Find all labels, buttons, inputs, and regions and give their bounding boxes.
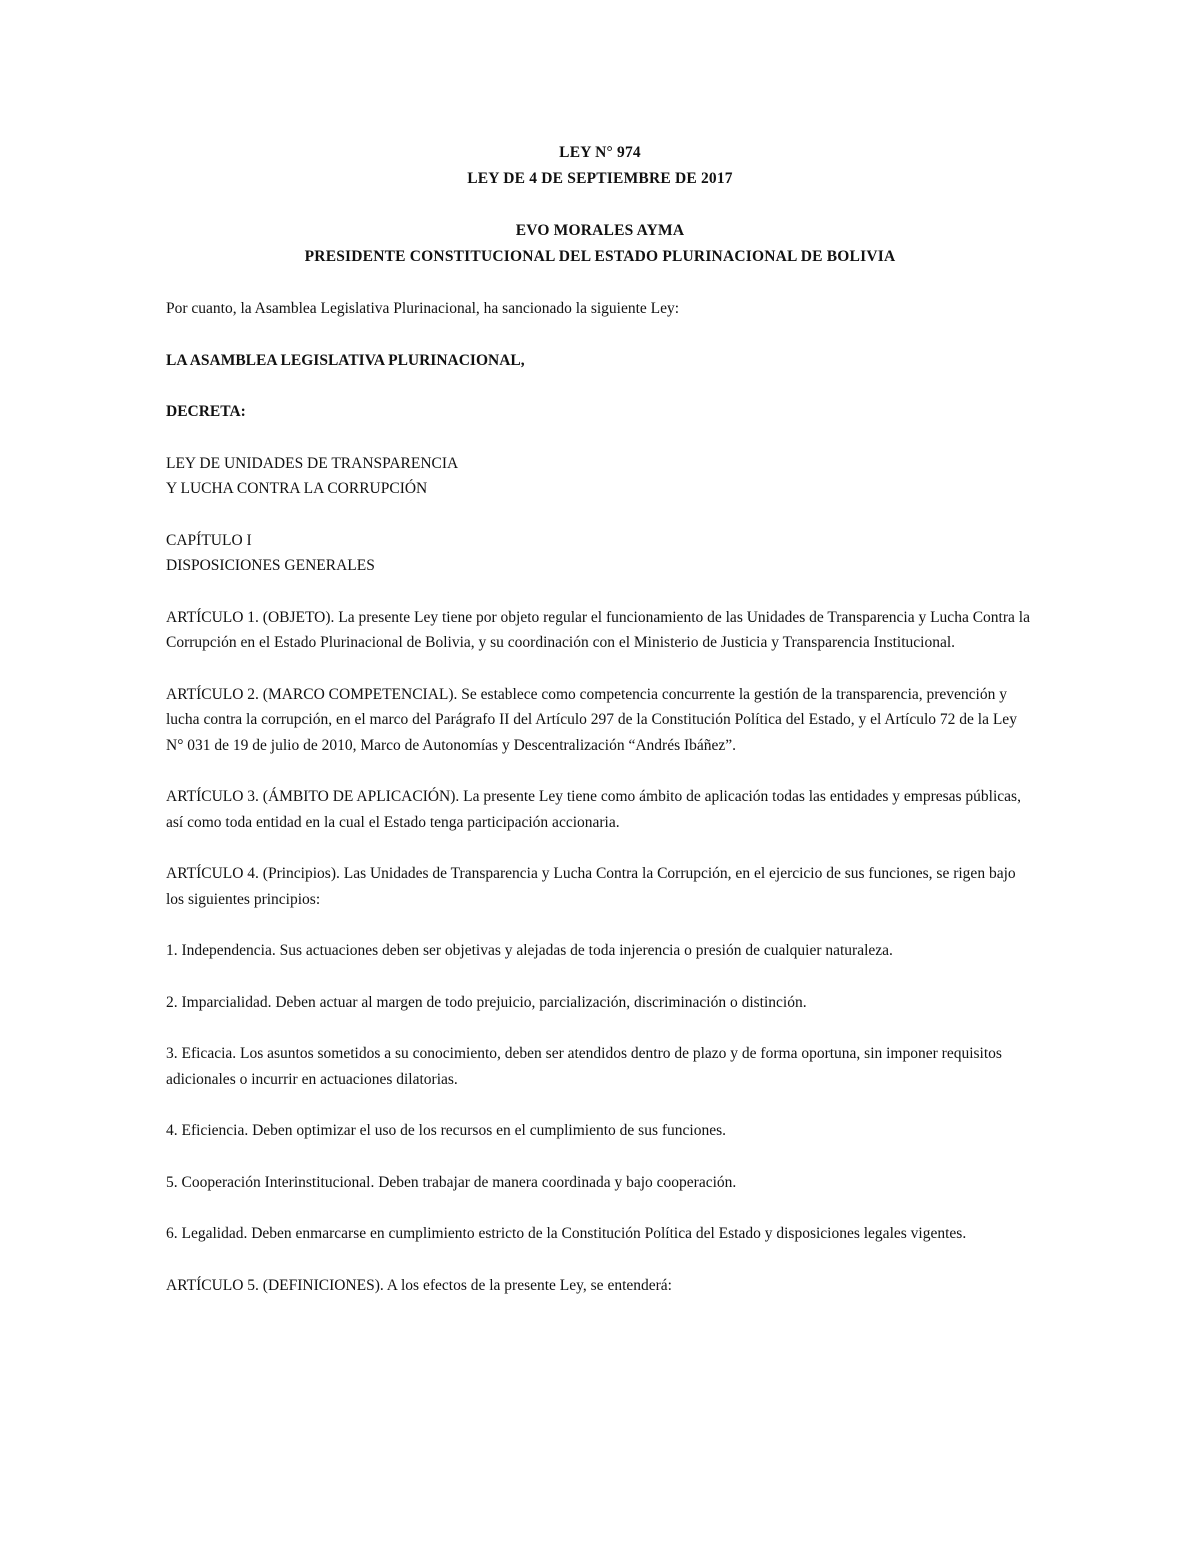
principle-2: 2. Imparcialidad. Deben actuar al margen de todo prejuicio, parcialización, discriminación o distinción. bbox=[166, 993, 807, 1011]
principle-5: 5. Cooperación Interinstitucional. Deben trabajar de manera coordinada y bajo cooperación. bbox=[166, 1173, 737, 1191]
principle-1: 1. Independencia. Sus actuaciones deben ser objetivas y alejadas de toda injerencia o presión de cualquier naturaleza. bbox=[166, 942, 893, 959]
law-number: LEY N° 974 bbox=[559, 144, 641, 161]
law-title-line-1: LEY DE UNIDADES DE TRANSPARENCIA bbox=[166, 454, 459, 472]
article-4: ARTÍCULO 4. (Principios). Las Unidades de Transparencia y Lucha Contra la Corrupción, en el ejercicio de sus funciones, se rigen bajo los siguientes principios: bbox=[166, 865, 1016, 908]
article-5: ARTÍCULO 5. (DEFINICIONES). A los efectos de la presente Ley, se entenderá: bbox=[166, 1276, 672, 1294]
article-3: ARTÍCULO 3. (ÁMBITO DE APLICACIÓN). La presente Ley tiene como ámbito de aplicación todas las entidades y empresas públicas, así como toda entidad en la cual el Estado tenga participación accionaria. bbox=[166, 788, 1021, 831]
president-title: PRESIDENTE CONSTITUCIONAL DEL ESTADO PLURINACIONAL DE BOLIVIA bbox=[304, 248, 896, 265]
decreta-heading: DECRETA: bbox=[166, 403, 246, 420]
law-title-line-2: Y LUCHA CONTRA LA CORRUPCIÓN bbox=[166, 480, 428, 497]
preamble: Por cuanto, la Asamblea Legislativa Plurinacional, ha sancionado la siguiente Ley: bbox=[166, 300, 680, 317]
article-2: ARTÍCULO 2. (MARCO COMPETENCIAL). Se establece como competencia concurrente la gestión de la transparencia, prevención y lucha contra la corrupción, en el marco del Parágrafo II del Artículo 297 de la Constitución Política del Estado, y el Artículo 72 de la Ley N° 031 de 19 de julio de 2010, Marco de Autonomías y Descentralización “Andrés Ibáñez”. bbox=[166, 685, 1017, 754]
law-date: LEY DE 4 DE SEPTIEMBRE DE 2017 bbox=[467, 170, 733, 187]
article-1: ARTÍCULO 1. (OBJETO). La presente Ley tiene por objeto regular el funcionamiento de las Unidades de Transparencia y Lucha Contra la Corrupción en el Estado Plurinacional de Bolivia, y su coordinación con el Ministerio de Justicia y Transparencia Institucional. bbox=[166, 608, 1030, 651]
chapter-name: DISPOSICIONES GENERALES bbox=[166, 557, 375, 574]
principle-6: 6. Legalidad. Deben enmarcarse en cumplimiento estricto de la Constitución Política del Estado y disposiciones legales vigentes. bbox=[166, 1225, 967, 1242]
president-name: EVO MORALES AYMA bbox=[515, 222, 685, 239]
document-page bbox=[166, 140, 1034, 1298]
principle-3: 3. Eficacia. Los asuntos sometidos a su conocimiento, deben ser atendidos dentro de plazo y de forma oportuna, sin imponer requisitos adicionales o incurrir en actuaciones dilatorias. bbox=[166, 1045, 1002, 1088]
principle-4: 4. Eficiencia. Deben optimizar el uso de los recursos en el cumplimiento de sus funciones. bbox=[166, 1122, 726, 1139]
assembly-heading: LA ASAMBLEA LEGISLATIVA PLURINACIONAL, bbox=[166, 351, 525, 369]
chapter-number: CAPÍTULO I bbox=[166, 531, 252, 549]
